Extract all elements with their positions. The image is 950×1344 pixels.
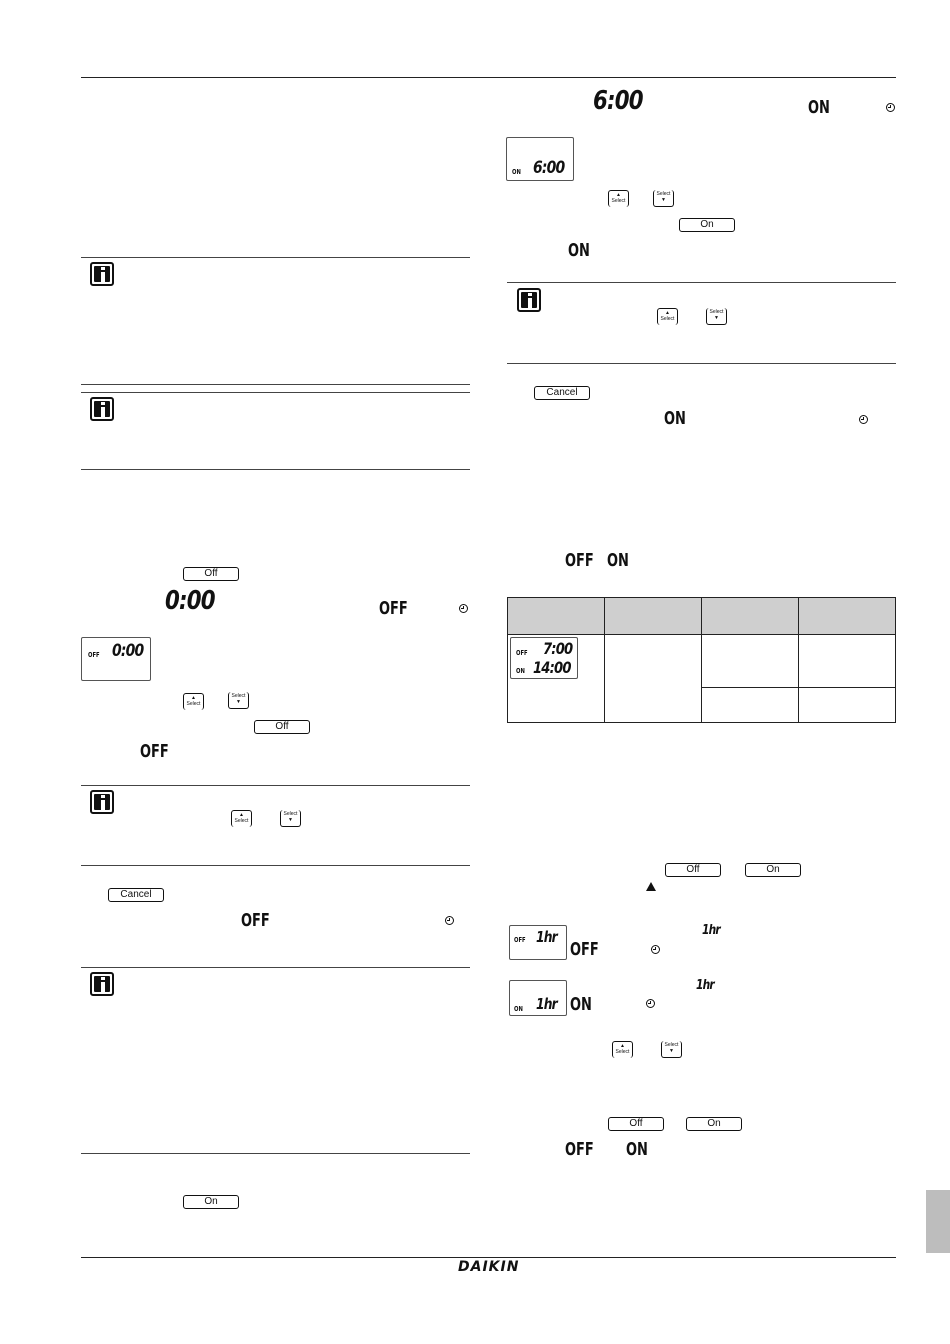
off-button[interactable]: Off [183, 567, 239, 581]
clock-icon [445, 916, 454, 925]
lcd-screen [510, 637, 578, 679]
lcd-screen [509, 925, 567, 960]
clock-icon [859, 415, 868, 424]
select-up-button[interactable]: ▲ Select [183, 693, 204, 710]
off-button[interactable]: Off [608, 1117, 664, 1131]
on-button[interactable]: On [679, 218, 735, 232]
timer-table [507, 597, 896, 723]
table-cell [702, 688, 799, 723]
on-indicator: ON [808, 97, 830, 118]
select-down-button[interactable]: Select ▼ [661, 1041, 682, 1058]
table-cell [605, 635, 702, 723]
note-rule [81, 384, 470, 385]
lcd-screen [506, 137, 574, 181]
lcd-hr-value: 1hr [536, 928, 557, 946]
time-display: 6:00 [593, 86, 643, 116]
lcd-on-label: ON [514, 1005, 523, 1013]
lcd-on-time: 14:00 [533, 658, 571, 677]
table-cell [702, 635, 799, 688]
note-rule [81, 469, 470, 470]
lcd-off-label: OFF [516, 649, 528, 657]
table-header-cell [799, 598, 896, 635]
on-button[interactable]: On [745, 863, 801, 877]
info-icon [90, 262, 114, 286]
section-tab [926, 1190, 950, 1253]
note-rule [81, 785, 470, 786]
table-row [508, 635, 896, 688]
on-indicator: ON [607, 550, 629, 571]
table-header-row [508, 598, 896, 635]
footer-rule [81, 1257, 896, 1258]
info-icon [90, 790, 114, 814]
off-indicator: OFF [241, 910, 270, 931]
lcd-off-label: OFF [88, 651, 100, 659]
on-button[interactable]: On [686, 1117, 742, 1131]
note-rule [81, 1153, 470, 1154]
lcd-screen [81, 637, 151, 681]
on-button[interactable]: On [183, 1195, 239, 1209]
note-rule [507, 282, 896, 283]
clock-icon [886, 103, 895, 112]
on-indicator: ON [664, 408, 686, 429]
daikin-logo: DAIKIN [458, 1259, 520, 1275]
off-indicator: OFF [379, 598, 408, 619]
table-header-cell [605, 598, 702, 635]
note-rule [81, 967, 470, 968]
off-indicator: OFF [570, 939, 599, 960]
select-up-button[interactable]: ▲ Select [612, 1041, 633, 1058]
table-header-cell [702, 598, 799, 635]
off-indicator: OFF [565, 550, 594, 571]
select-down-button[interactable]: Select ▼ [280, 810, 301, 827]
cancel-button[interactable]: Cancel [108, 888, 164, 902]
on-indicator: ON [568, 240, 590, 261]
select-up-button[interactable]: ▲ Select [608, 190, 629, 207]
select-up-button[interactable]: ▲ Select [657, 308, 678, 325]
info-icon [90, 972, 114, 996]
select-up-button[interactable]: ▲ Select [231, 810, 252, 827]
time-display: 0:00 [165, 586, 215, 616]
table-cell [508, 635, 605, 723]
off-indicator: OFF [565, 1139, 594, 1160]
header-rule [81, 77, 896, 78]
clock-icon [651, 945, 660, 954]
hr-display: 1hr [702, 923, 720, 938]
select-down-button[interactable]: Select ▼ [653, 190, 674, 207]
select-down-button[interactable]: Select ▼ [228, 692, 249, 709]
note-rule [81, 257, 470, 258]
up-arrow-icon [646, 882, 656, 891]
off-button[interactable]: Off [254, 720, 310, 734]
lcd-hr-value: 1hr [536, 995, 557, 1013]
lcd-off-time: 7:00 [543, 639, 573, 658]
lcd-time: 0:00 [112, 641, 144, 661]
cancel-button[interactable]: Cancel [534, 386, 590, 400]
lcd-off-label: OFF [514, 936, 526, 944]
table-cell [799, 635, 896, 688]
on-indicator: ON [570, 994, 592, 1015]
lcd-screen [509, 980, 567, 1016]
note-rule [507, 363, 896, 364]
off-button[interactable]: Off [665, 863, 721, 877]
lcd-on-label: ON [512, 168, 521, 176]
clock-icon [459, 604, 468, 613]
info-icon [517, 288, 541, 312]
note-rule [81, 865, 470, 866]
lcd-on-label: ON [516, 667, 525, 675]
info-icon [90, 397, 114, 421]
select-down-button[interactable]: Select ▼ [706, 308, 727, 325]
on-indicator: ON [626, 1139, 648, 1160]
off-indicator: OFF [140, 741, 169, 762]
table-header-cell [508, 598, 605, 635]
table-cell [799, 688, 896, 723]
hr-display: 1hr [696, 978, 714, 993]
clock-icon [646, 999, 655, 1008]
note-rule [81, 392, 470, 393]
lcd-time: 6:00 [533, 158, 565, 178]
